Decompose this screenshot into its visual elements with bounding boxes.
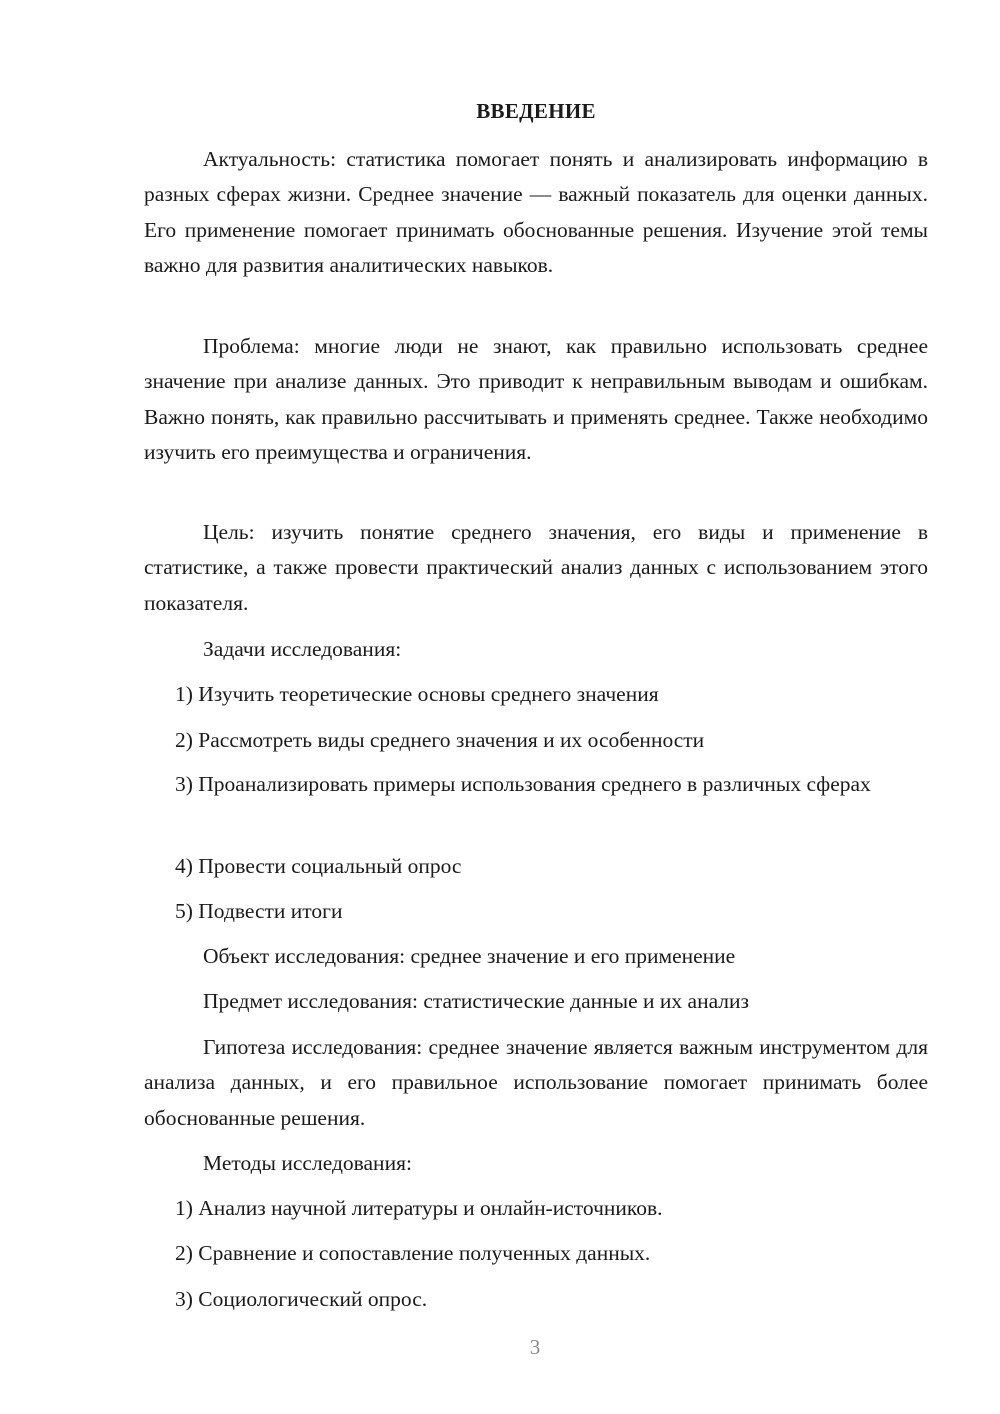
relevance-paragraph: Актуальность: статистика помогает понять и анализировать информацию в разных сферах жизни. Среднее значение — важный показатель для оценки данных. Его применение помогает принимать обоснованные решения. Изучение этой темы важно для развития аналитических навыков. (144, 147, 928, 277)
object-line: Объект исследования: среднее значение и его применение (203, 944, 736, 968)
problem-paragraph: Проблема: многие люди не знают, как правильно использовать среднее значение при анализе данных. Это приводит к неправильным выводам и ошибкам. Важно понять, как правильно рассчитывать и применять среднее. Также необходимо изучить его преимущества и ограничения. (144, 334, 928, 464)
tasks-title: Задачи исследования: (203, 637, 402, 661)
method-item-3: 3) Социологический опрос. (175, 1287, 428, 1311)
section-heading: ВВЕДЕНИЕ (476, 99, 596, 123)
task-item-5: 5) Подвести итоги (175, 899, 343, 923)
method-item-1: 1) Анализ научной литературы и онлайн-источников. (175, 1196, 663, 1220)
hypothesis-paragraph: Гипотеза исследования: среднее значение является важным инструментом для анализа данных, и его правильное использование помогает принимать более обоснованные решения. (144, 1035, 928, 1130)
task-item-3: 3) Проанализировать примеры использования среднего в различных сферах (175, 772, 871, 796)
task-item-4: 4) Провести социальный опрос (175, 854, 462, 878)
task-item-1: 1) Изучить теоретические основы среднего значения (175, 682, 659, 706)
task-item-2: 2) Рассмотреть виды среднего значения и их особенности (175, 728, 705, 752)
method-item-2: 2) Сравнение и сопоставление полученных данных. (175, 1241, 651, 1265)
subject-line: Предмет исследования: статистические данные и их анализ (203, 989, 750, 1013)
page-number: 3 (529, 1335, 541, 1359)
methods-title: Методы исследования: (203, 1151, 412, 1175)
goal-paragraph: Цель: изучить понятие среднего значения, его виды и применение в статистике, а также провести практический анализ данных с использованием этого показателя. (144, 520, 928, 615)
